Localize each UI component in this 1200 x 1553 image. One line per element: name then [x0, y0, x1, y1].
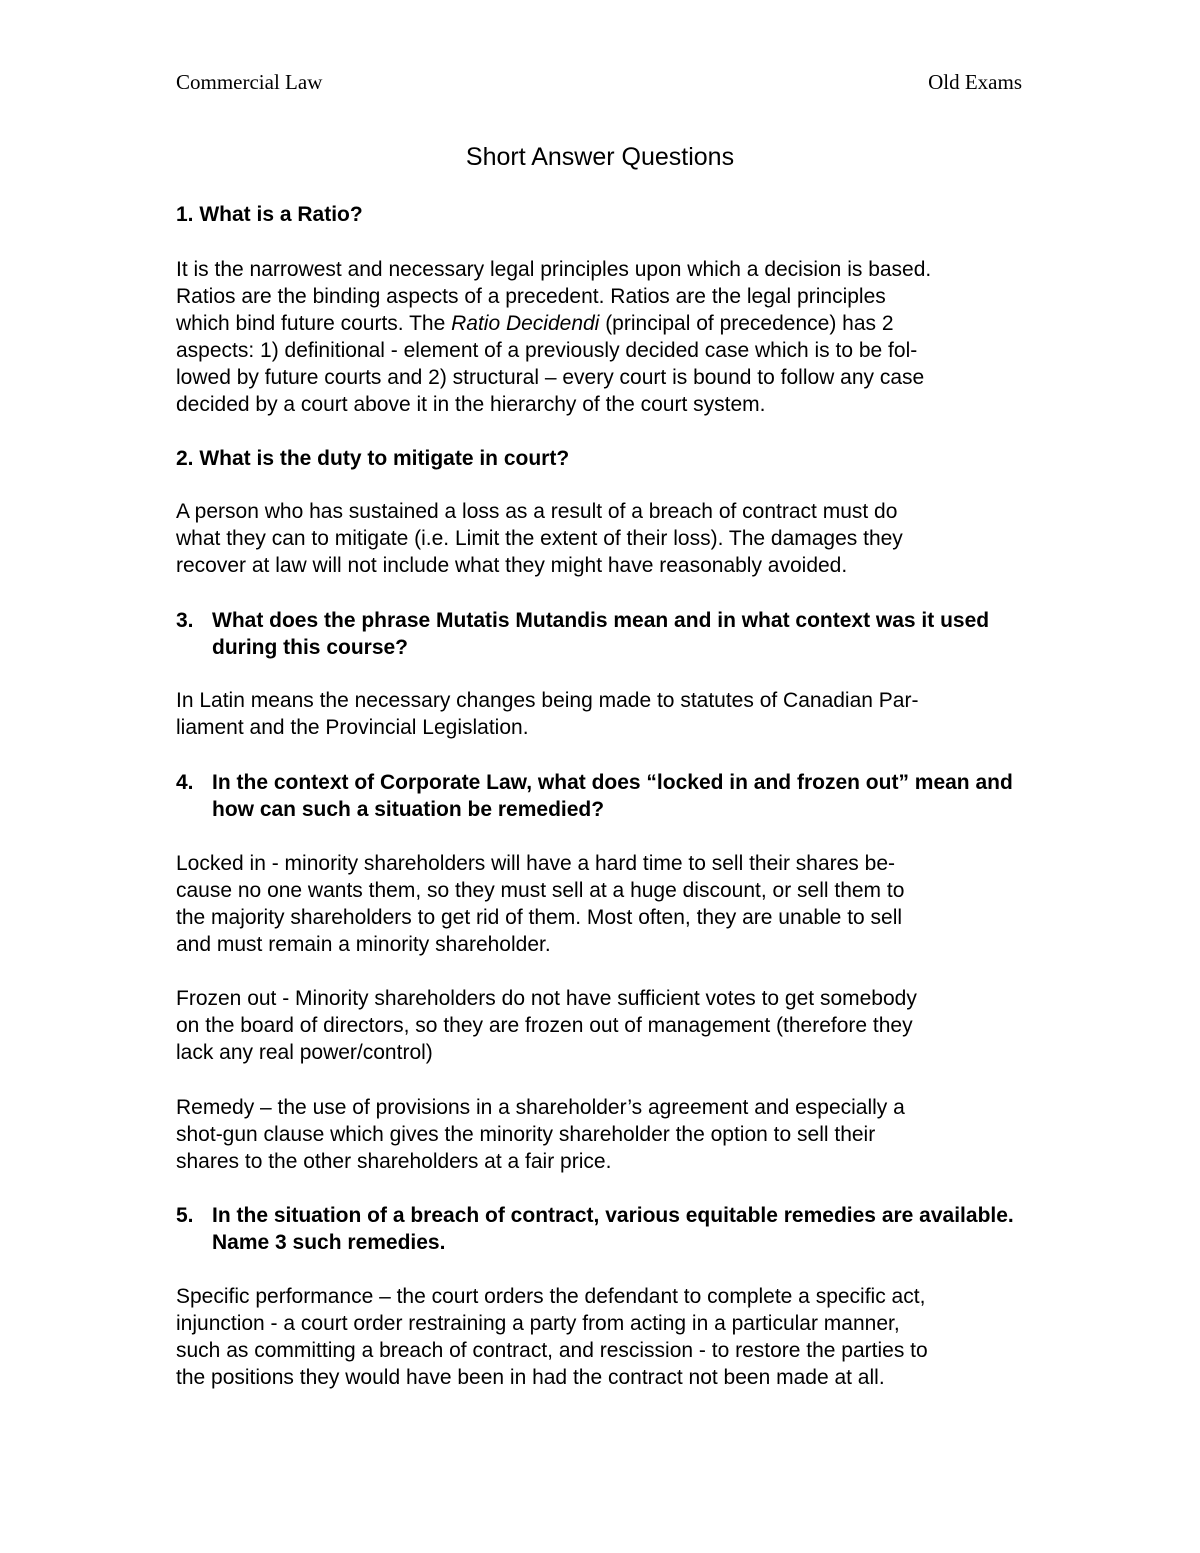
- question-1-text: 1. What is a Ratio?: [176, 203, 363, 226]
- answer-line: cause no one wants them, so they must sell at a huge discount, or sell them to: [176, 879, 905, 902]
- answer-4-locked-in: [176, 850, 1026, 958]
- page-title: Short Answer Questions: [465, 143, 735, 171]
- answer-line: Frozen out - Minority shareholders do not have sufficient votes to get somebody: [176, 987, 917, 1010]
- question-3-number: 3.: [176, 609, 194, 632]
- answer-4-frozen-out: [176, 985, 1026, 1066]
- answer-line: [176, 310, 1026, 337]
- answer-line: what they can to mitigate (i.e. Limit the extent of their loss). The damages they: [176, 527, 903, 550]
- answer-3: [176, 687, 1026, 741]
- question-3-text: What does the phrase Mutatis Mutandis mean and in what context was it used during this course?: [212, 609, 990, 659]
- answer-line: the majority shareholders to get rid of them. Most often, they are unable to sell: [176, 906, 903, 929]
- answer-line: such as committing a breach of contract, and rescission - to restore the parties to: [176, 1339, 928, 1362]
- answer-line: A person who has sustained a loss as a result of a breach of contract must do: [176, 500, 898, 523]
- answer-line: lowed by future courts and 2) structural – every court is bound to follow any case: [176, 366, 925, 389]
- question-5: [176, 1202, 1026, 1256]
- ratio-decidendi-term: Ratio Decidendi: [451, 312, 600, 335]
- answer-line: Remedy – the use of provisions in a shareholder’s agreement and especially a: [176, 1096, 905, 1119]
- answer-4-remedy: [176, 1094, 1026, 1175]
- answer-5: [176, 1283, 1026, 1391]
- answer-line: the positions they would have been in had the contract not been made at all.: [176, 1366, 885, 1389]
- answer-line: Specific performance – the court orders the defendant to complete a specific act,: [176, 1285, 926, 1308]
- header-course-name: Commercial Law: [176, 70, 323, 94]
- answer-line: liament and the Provincial Legislation.: [176, 716, 529, 739]
- answer-text: which bind future courts. The: [176, 312, 452, 335]
- answer-line: aspects: 1) definitional - element of a previously decided case which is to be fol-: [176, 339, 918, 362]
- answer-line: on the board of directors, so they are frozen out of management (therefore they: [176, 1014, 913, 1037]
- answer-line: lack any real power/control): [176, 1041, 433, 1064]
- answer-line: recover at law will not include what they might have reasonably avoided.: [176, 554, 848, 577]
- header-section-name: Old Exams: [928, 70, 1022, 94]
- question-4-text: In the context of Corporate Law, what does “locked in and frozen out” mean and how can such a situation be remedied?: [212, 771, 1013, 821]
- question-1: [176, 201, 1026, 228]
- answer-line: It is the narrowest and necessary legal principles upon which a decision is based.: [176, 258, 932, 281]
- question-4: [176, 769, 1026, 823]
- answer-line: In Latin means the necessary changes being made to statutes of Canadian Par-: [176, 689, 919, 712]
- answer-line: Locked in - minority shareholders will have a hard time to sell their shares be-: [176, 852, 895, 875]
- question-2: [176, 445, 1026, 472]
- answer-line: and must remain a minority shareholder.: [176, 933, 551, 956]
- answer-1: [176, 256, 1026, 418]
- question-3: [176, 607, 1026, 661]
- answer-line: shares to the other shareholders at a fair price.: [176, 1150, 612, 1173]
- page-header: [176, 70, 1022, 100]
- answer-line: injunction - a court order restraining a party from acting in a particular manner,: [176, 1312, 900, 1335]
- answer-line: Ratios are the binding aspects of a precedent. Ratios are the legal principles: [176, 285, 886, 308]
- answer-2: [176, 498, 1026, 579]
- answer-text: (principal of precedence) has 2: [599, 312, 894, 335]
- question-4-number: 4.: [176, 771, 194, 794]
- question-5-text: In the situation of a breach of contract, various equitable remedies are available. Name 3 such remedies.: [212, 1204, 1014, 1254]
- answer-line: shot-gun clause which gives the minority shareholder the option to sell their: [176, 1123, 876, 1146]
- question-2-text: 2. What is the duty to mitigate in court?: [176, 447, 570, 470]
- question-5-number: 5.: [176, 1204, 194, 1227]
- answer-line: decided by a court above it in the hierarchy of the court system.: [176, 393, 766, 416]
